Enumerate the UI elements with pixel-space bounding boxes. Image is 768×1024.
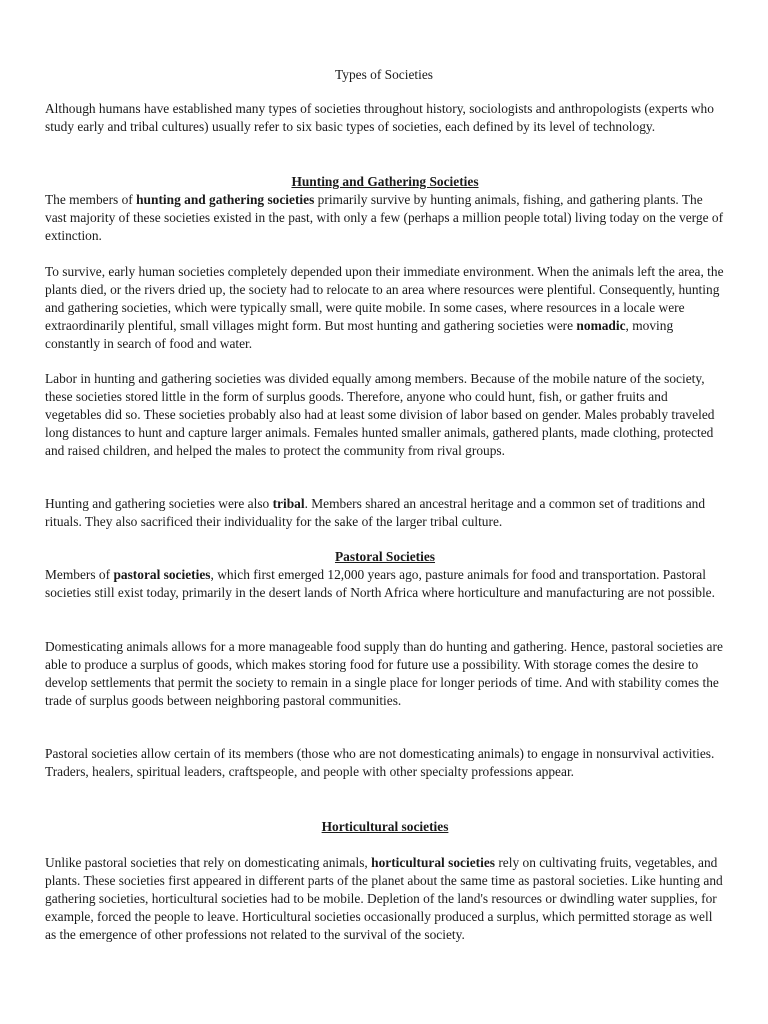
hunting-paragraph-1 — [45, 191, 725, 245]
text-run: rely on cultivating fruits, vegetables, and plants. These societies first appeared in different parts of the planet about the same time as pastoral societies. Like hunting and gathering societies, horticultural societies had to be mobile. Depletion of the land's resources or dwindling water supplies, for example, forced the people to leave. Horticultural societies occasionally produced a surplus, which permitted storage as well as the emergence of other professions not related to the survival of the society. — [45, 855, 723, 942]
pastoral-paragraph-2: Domesticating animals allows for a more manageable food supply than do hunting and gathering. Hence, pastoral societies are able to produce a surplus of goods, which makes storing food for future use a possibility. With storage comes the desire to develop settlements that permit the society to remain in a single place for longer periods of time. And with stability comes the trade of surplus goods between neighboring pastoral communities. — [45, 639, 723, 708]
term-tribal: tribal — [272, 496, 305, 511]
heading-hunting-gathering: Hunting and Gathering Societies — [291, 174, 479, 189]
term-nomadic: nomadic — [576, 318, 626, 333]
text-run: Members of — [45, 567, 114, 582]
hunting-paragraph-3: Labor in hunting and gathering societies was divided equally among members. Because of the mobile nature of the society, these societies stored little in the form of surplus goods. Therefore, anyone who could hunt, fish, or gather fruits and vegetables did so. These societies probably also had at least some division of labor based on gender. Males probably traveled long distances to hunt and capture larger animals. Females hunted smaller animals, gathered plants, made clothing, protected and raised children, and helped the males to protect the community from rival groups. — [45, 371, 715, 458]
text-run: , moving constantly in search of food and water. — [45, 318, 674, 351]
heading-horticultural: Horticultural societies — [321, 819, 449, 834]
text-run: Hunting and gathering societies were also — [45, 496, 273, 511]
text-run: The members of — [45, 192, 137, 207]
hunting-paragraph-2 — [45, 263, 725, 353]
hunting-paragraph-4 — [45, 495, 725, 531]
pastoral-paragraph-3: Pastoral societies allow certain of its members (those who are not domesticating animals) to engage in nonsurvival activities. Traders, healers, spiritual leaders, craftspeople, and people with other specialty professions appear. — [45, 746, 715, 779]
horticultural-paragraph-1 — [45, 854, 725, 944]
term-pastoral-societies: pastoral societies — [113, 567, 211, 582]
document-title: Types of Societies — [335, 67, 433, 82]
pastoral-paragraph-1 — [45, 566, 725, 602]
text-run: , which first emerged 12,000 years ago, pasture animals for food and transportation. Pastoral societies still exist today, primarily in the desert lands of North Africa where horticulture and manufacturing are not possible. — [45, 567, 715, 600]
text-run: To survive, early human societies completely depended upon their immediate environment. When the animals left the area, the plants died, or the rivers dried up, the society had to relocate to an area where resources were plentiful. Consequently, hunting and gathering societies, which were typically small, were quite mobile. In some cases, where resources in a locale were extraordinarily plentiful, small villages might form. But most hunting and gathering societies were — [45, 264, 724, 333]
text-run: primarily survive by hunting animals, fishing, and gathering plants. The vast majority of these societies existed in the past, with only a few (perhaps a million people total) living today on the verge of extinction. — [45, 192, 724, 243]
heading-pastoral: Pastoral Societies — [334, 549, 436, 564]
term-hunting-gathering: hunting and gathering societies — [136, 192, 315, 207]
text-run: . Members shared an ancestral heritage and a common set of traditions and rituals. They also sacrificed their individuality for the sake of the larger tribal culture. — [45, 496, 706, 529]
term-horticultural-societies: horticultural societies — [371, 855, 495, 870]
text-run: Unlike pastoral societies that rely on domesticating animals, — [45, 855, 372, 870]
intro-paragraph: Although humans have established many types of societies throughout history, sociologists and anthropologists (experts who study early and tribal cultures) usually refer to six basic types of societies, each defined by its level of technology. — [45, 101, 714, 134]
